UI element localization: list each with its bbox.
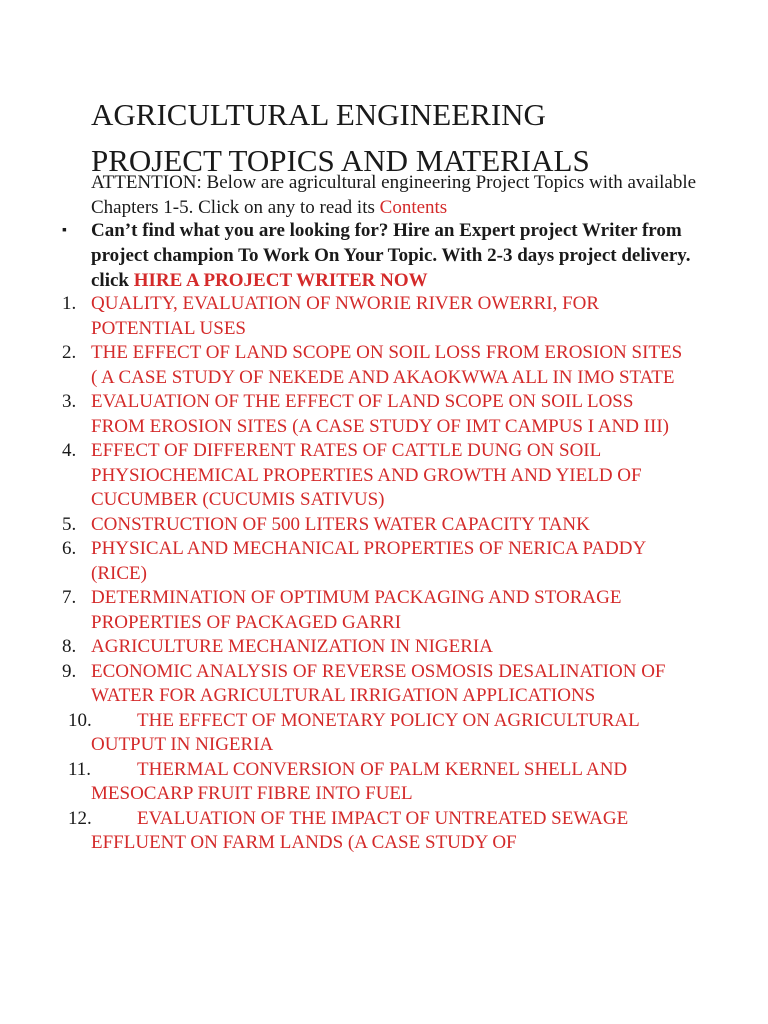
topic-number: 5.	[62, 513, 77, 535]
topic-number: 11.	[68, 758, 92, 780]
topic-item-2[interactable]	[0, 341, 691, 390]
topic-link[interactable]: AGRICULTURE MECHANIZATION IN NIGERIA	[91, 636, 493, 657]
topic-item-3[interactable]	[0, 390, 691, 439]
topic-item-6[interactable]	[0, 537, 691, 586]
contents-link[interactable]: Contents	[379, 197, 448, 218]
topic-item-10[interactable]	[0, 709, 691, 758]
topic-item-8[interactable]	[0, 635, 691, 660]
title-line-1: AGRICULTURAL ENGINEERING	[91, 97, 546, 132]
topic-number: 9.	[62, 660, 77, 682]
topic-link[interactable]: EVALUATION OF THE IMPACT OF UNTREATED SEWAGE EFFLUENT ON FARM LANDS (A CASE STUDY OF	[91, 807, 629, 853]
topic-list	[0, 292, 768, 856]
topic-number: 8.	[62, 636, 77, 657]
topic-item-5[interactable]	[0, 513, 691, 538]
topic-item-1[interactable]	[0, 292, 691, 341]
topic-link[interactable]: THE EFFECT OF MONETARY POLICY ON AGRICULTURAL OUTPUT IN NIGERIA	[91, 709, 640, 755]
bullet-icon: ▪	[62, 223, 67, 238]
topic-number: 2.	[62, 342, 77, 363]
topic-link[interactable]: CONSTRUCTION OF 500 LITERS WATER CAPACITY TANK	[91, 513, 590, 535]
topic-item-4[interactable]	[0, 439, 691, 513]
hire-writer-link[interactable]: HIRE A PROJECT WRITER NOW	[133, 270, 428, 291]
topic-link[interactable]: EVALUATION OF THE EFFECT OF LAND SCOPE ON SOIL LOSS FROM EROSION SITES (A CASE STUDY OF IMT CAMPUS I AND III)	[91, 391, 669, 437]
notice-text: Can’t find what you are looking for? Hire an Expert project Writer from project champion To Work On Your Topic. With 2-3 days project delivery. click	[91, 220, 691, 291]
topic-link[interactable]: QUALITY, EVALUATION OF NWORIE RIVER OWERRI, FOR POTENTIAL USES	[91, 293, 600, 339]
topic-link[interactable]: ECONOMIC ANALYSIS OF REVERSE OSMOSIS DESALINATION OF WATER FOR AGRICULTURAL IRRIGATION APPLICATIONS	[91, 660, 666, 706]
topic-link[interactable]: EFFECT OF DIFFERENT RATES OF CATTLE DUNG ON SOIL PHYSIOCHEMICAL PROPERTIES AND GROWTH AND YIELD OF CUCUMBER (CUCUMIS SATIVUS)	[91, 440, 642, 510]
topic-number: 10.	[68, 709, 92, 731]
notice-text-block	[91, 218, 722, 293]
hire-writer-notice	[62, 218, 722, 293]
topic-item-11[interactable]	[0, 758, 691, 807]
topic-number: 3.	[62, 391, 77, 412]
topic-item-9[interactable]	[0, 660, 691, 709]
topic-item-12[interactable]	[0, 807, 691, 856]
attention-text: ATTENTION: Below are agricultural engineering Project Topics with available Chapters 1-5. Click on any to read its	[91, 172, 697, 218]
title-line-2: PROJECT TOPICS AND MATERIALS	[91, 143, 590, 178]
topic-number: 12.	[68, 807, 92, 829]
topic-number: 6.	[62, 538, 77, 559]
topic-item-7[interactable]	[0, 586, 691, 635]
topic-number: 1.	[62, 293, 77, 314]
topic-number: 7.	[62, 587, 77, 608]
topic-number: 4.	[62, 440, 77, 461]
topic-link[interactable]: PHYSICAL AND MECHANICAL PROPERTIES OF NERICA PADDY (RICE)	[91, 538, 646, 584]
attention-paragraph	[91, 170, 711, 220]
topic-link[interactable]: THE EFFECT OF LAND SCOPE ON SOIL LOSS FROM EROSION SITES ( A CASE STUDY OF NEKEDE AND AKAOKWWA ALL IN IMO STATE	[91, 342, 683, 388]
topic-link[interactable]: DETERMINATION OF OPTIMUM PACKAGING AND STORAGE PROPERTIES OF PACKAGED GARRI	[91, 587, 622, 633]
topic-link[interactable]: THERMAL CONVERSION OF PALM KERNEL SHELL AND MESOCARP FRUIT FIBRE INTO FUEL	[91, 758, 628, 804]
